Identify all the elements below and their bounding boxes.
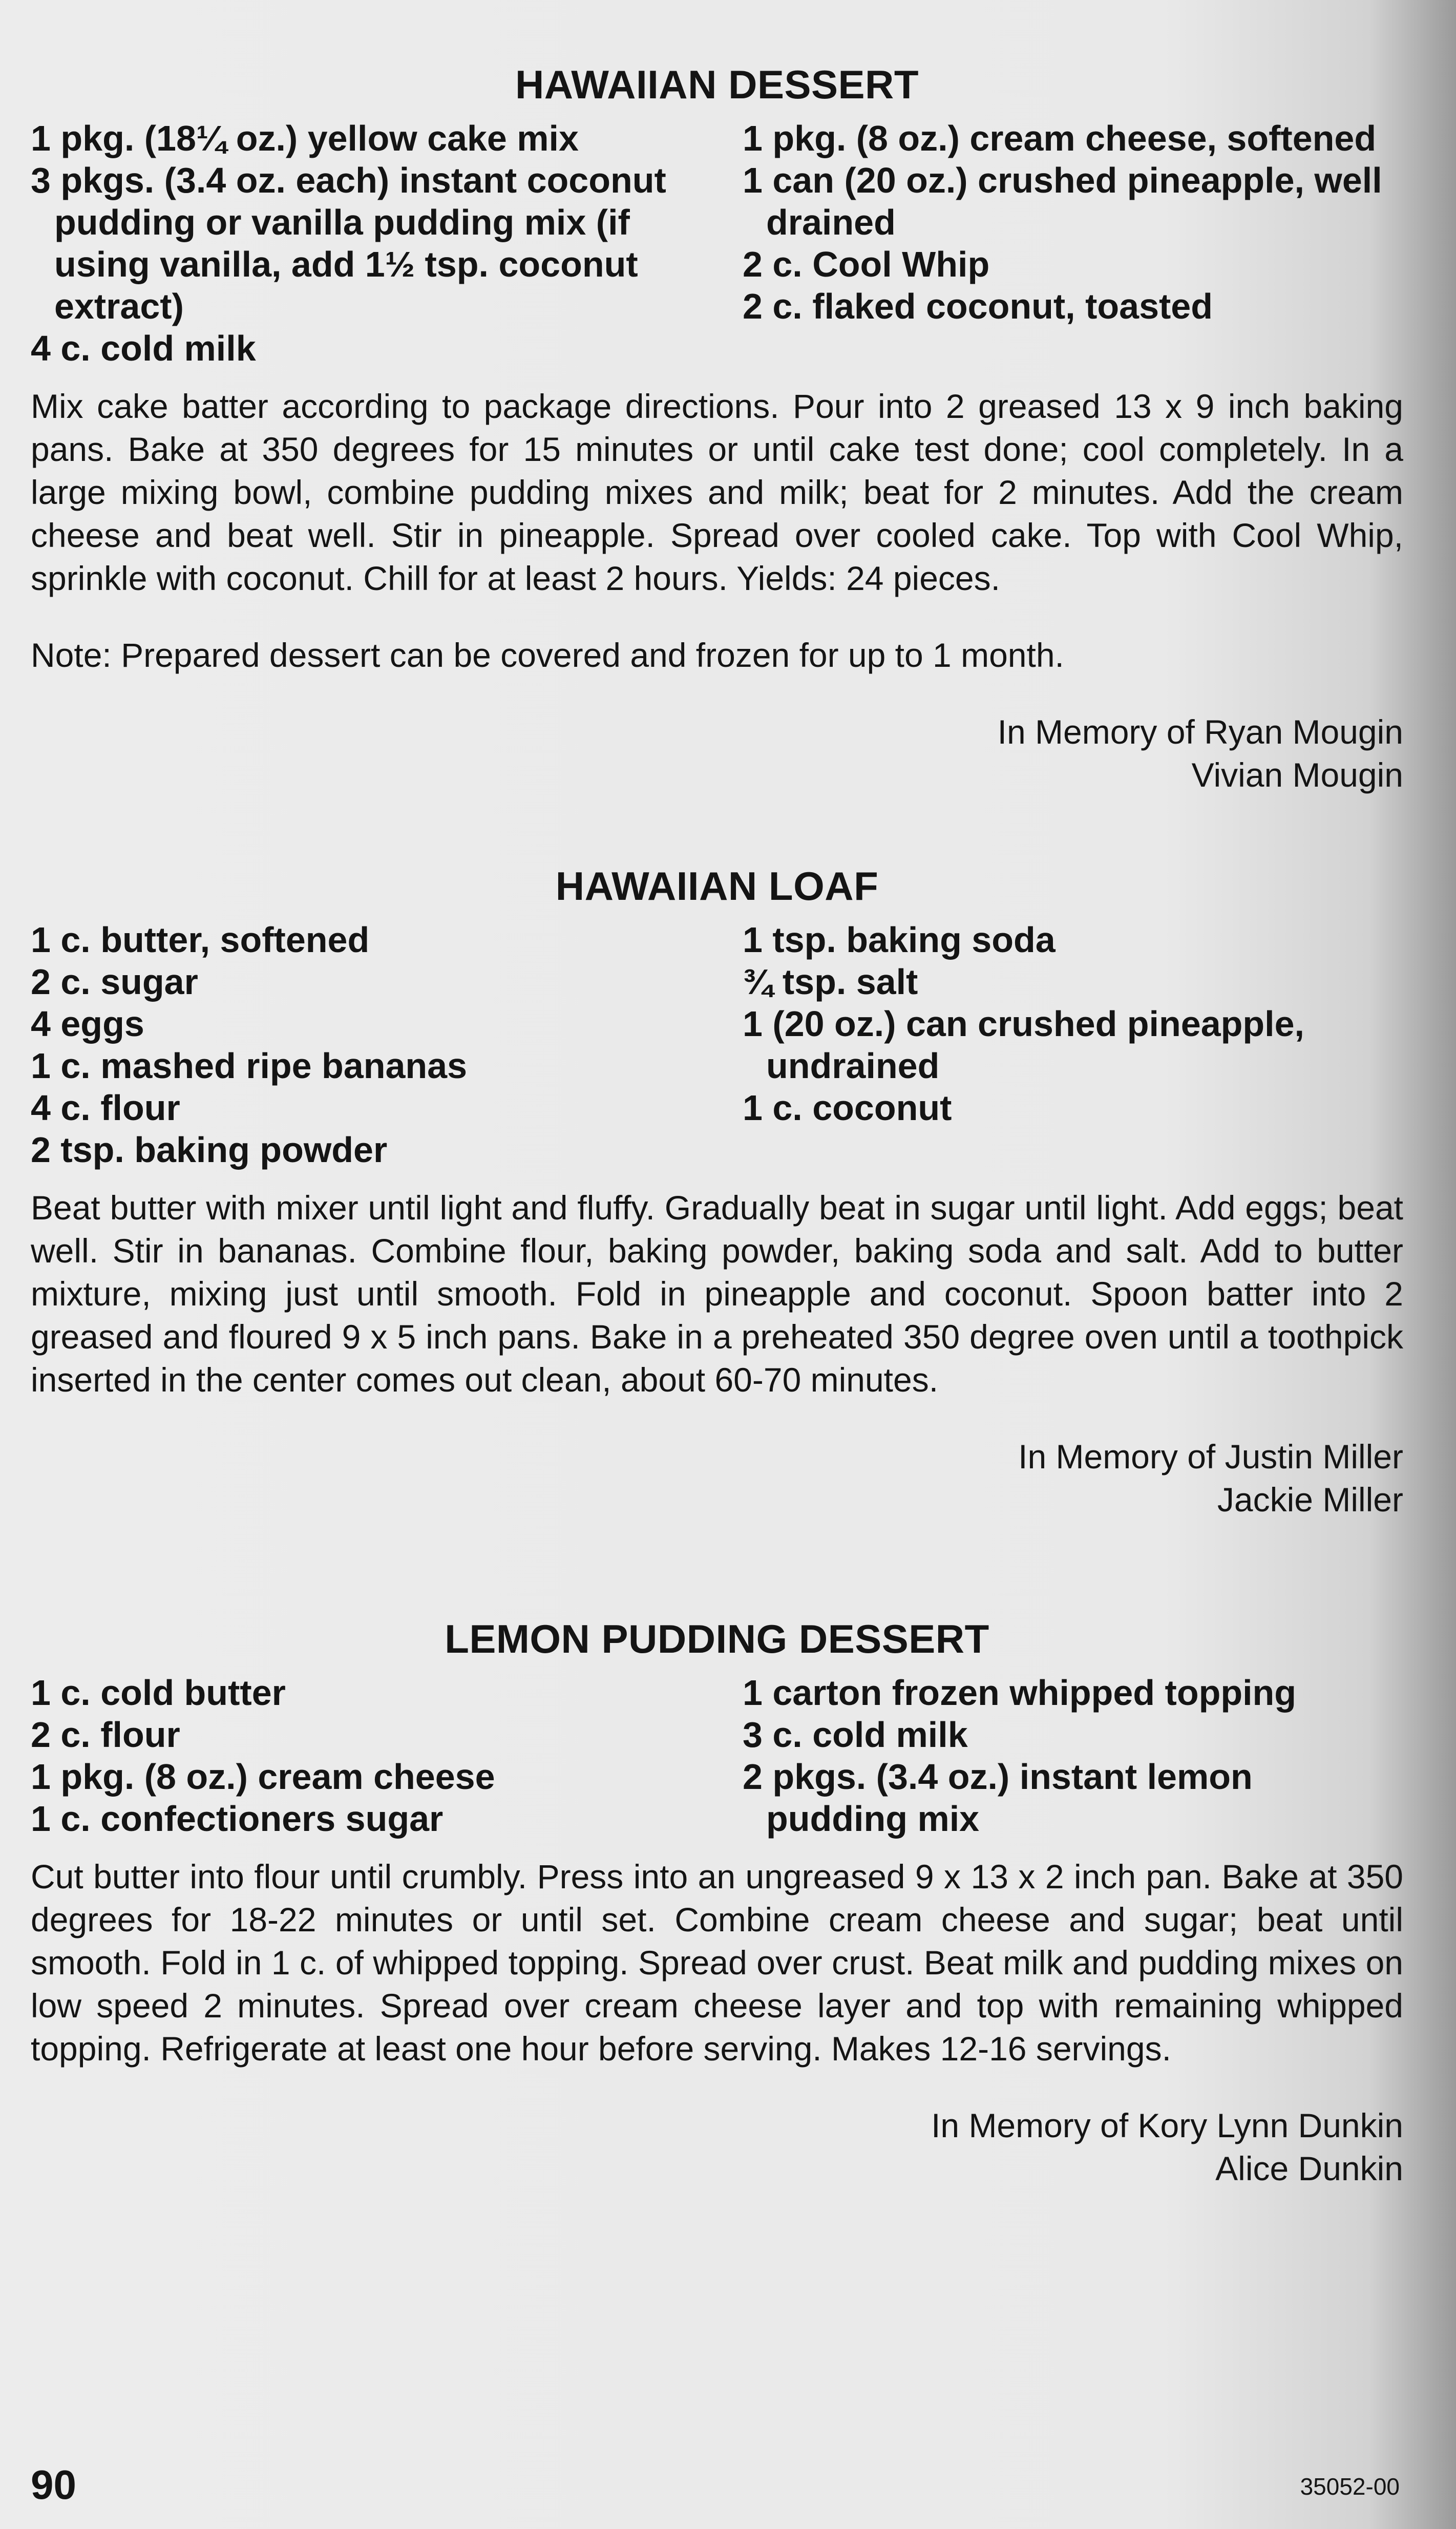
recipe-instructions: Cut butter into flour until crumbly. Press into an ungreased 9 x 13 x 2 inch pan. Bake at 350 degrees for 18-22 minutes or until set. Combine cream cheese and sugar; beat until smooth. Fold in 1 c. of whipped topping. Spread over crust. Beat milk and pudding mixes on low speed 2 minutes. Spread over cream cheese layer and top with remaining whipped topping. Refrigerate at least one hour before serving. Makes 12-16 servings.: [31, 1858, 1403, 2068]
ingredient-item: 2 pkgs. (3.4 oz.) instant lemon pudding mix: [743, 1757, 1253, 1839]
ingredient-column-right: [743, 919, 1403, 1171]
memorial-line: In Memory of Ryan Mougin: [997, 713, 1403, 751]
ingredient-list: [31, 1672, 1403, 1840]
ingredient-item: 2 c. Cool Whip: [743, 244, 990, 284]
memorial-line: In Memory of Justin Miller: [1018, 1438, 1403, 1476]
ingredient-item: 4 eggs: [31, 1004, 144, 1044]
ingredient-item: 1 c. confectioners sugar: [31, 1799, 444, 1839]
ingredient-item: 1 c. cold butter: [31, 1673, 286, 1713]
section-spacer: [31, 796, 1403, 863]
ingredient-item: 1 can (20 oz.) crushed pineapple, well drained: [743, 160, 1382, 242]
author-name: Alice Dunkin: [1215, 2149, 1403, 2187]
recipe-instructions: Beat butter with mixer until light and fluffy. Gradually beat in sugar until light. Add eggs; beat well. Stir in bananas. Combine flour, baking powder, baking soda and salt. Add to butter mixture, mixing just until smooth. Fold in pineapple and coconut. Spoon batter into 2 greased and floured 9 x 5 inch pans. Bake in a preheated 350 degree oven until a toothpick inserted in the center comes out clean, about 60-70 minutes.: [31, 1189, 1403, 1399]
ingredient-item: 1 pkg. (8 oz.) cream cheese, softened: [743, 118, 1377, 158]
recipe-instructions: Mix cake batter according to package directions. Pour into 2 greased 13 x 9 inch baking pans. Bake at 350 degrees for 15 minutes or until cake test done; cool completely. In a large mixing bowl, combine pudding mixes and milk; beat for 2 minutes. Add the cream cheese and beat well. Stir in pineapple. Spread over cooled cake. Top with Cool Whip, sprinkle with coconut. Chill for at least 2 hours. Yields: 24 pieces.: [31, 387, 1403, 597]
ingredient-item: ¾ tsp. salt: [743, 962, 918, 1002]
ingredient-column-left: [31, 117, 697, 369]
ingredient-item: 2 tsp. baking powder: [31, 1130, 388, 1170]
ingredient-item: 1 (20 oz.) can crushed pineapple, undrained: [743, 1004, 1304, 1086]
section-spacer: [31, 1521, 1403, 1616]
ingredient-column-right: [743, 1672, 1403, 1840]
ingredient-column-left: [31, 1672, 697, 1840]
recipe-hawaiian-dessert: [31, 61, 1403, 796]
page-number: 90: [31, 2462, 76, 2507]
recipe-note: Note: Prepared dessert can be covered and frozen for up to 1 month.: [31, 636, 1064, 674]
ingredient-item: 2 c. flour: [31, 1715, 180, 1755]
recipe-credits: [31, 710, 1403, 796]
ingredient-item: 1 carton frozen whipped topping: [743, 1673, 1297, 1713]
ingredient-item: 1 c. butter, softened: [31, 920, 370, 960]
recipe-credits: [31, 1435, 1403, 1521]
recipe-hawaiian-loaf: [31, 863, 1403, 1521]
ingredient-item: 2 c. flaked coconut, toasted: [743, 286, 1213, 326]
page-code: 35052-00: [1300, 2473, 1400, 2500]
ingredient-item: 1 pkg. (8 oz.) cream cheese: [31, 1757, 495, 1797]
ingredient-item: 1 tsp. baking soda: [743, 920, 1056, 960]
recipe-title: HAWAIIAN LOAF: [555, 863, 879, 909]
ingredient-column-left: [31, 919, 697, 1171]
ingredient-item: 4 c. cold milk: [31, 328, 256, 368]
ingredient-item: 3 c. cold milk: [743, 1715, 968, 1755]
ingredient-item: 1 pkg. (18¼ oz.) yellow cake mix: [31, 118, 579, 158]
ingredient-list: [31, 117, 1403, 369]
recipe-title: HAWAIIAN DESSERT: [515, 62, 919, 107]
ingredient-item: 2 c. sugar: [31, 962, 198, 1002]
recipe-lemon-pudding-dessert: [31, 1616, 1403, 2190]
memorial-line: In Memory of Kory Lynn Dunkin: [931, 2106, 1403, 2144]
author-name: Jackie Miller: [1217, 1481, 1403, 1519]
page-content: [31, 61, 1403, 2190]
ingredient-item: 4 c. flour: [31, 1088, 180, 1128]
ingredient-item: 3 pkgs. (3.4 oz. each) instant coconut pudding or vanilla pudding mix (if using vanilla, add 1½ tsp. coconut extract): [31, 160, 666, 326]
recipe-credits: [31, 2104, 1403, 2190]
ingredient-item: 1 c. coconut: [743, 1088, 952, 1128]
ingredient-column-right: [743, 117, 1403, 369]
author-name: Vivian Mougin: [1191, 756, 1403, 794]
recipe-title: LEMON PUDDING DESSERT: [445, 1616, 989, 1661]
ingredient-item: 1 c. mashed ripe bananas: [31, 1046, 468, 1086]
ingredient-list: [31, 919, 1403, 1171]
